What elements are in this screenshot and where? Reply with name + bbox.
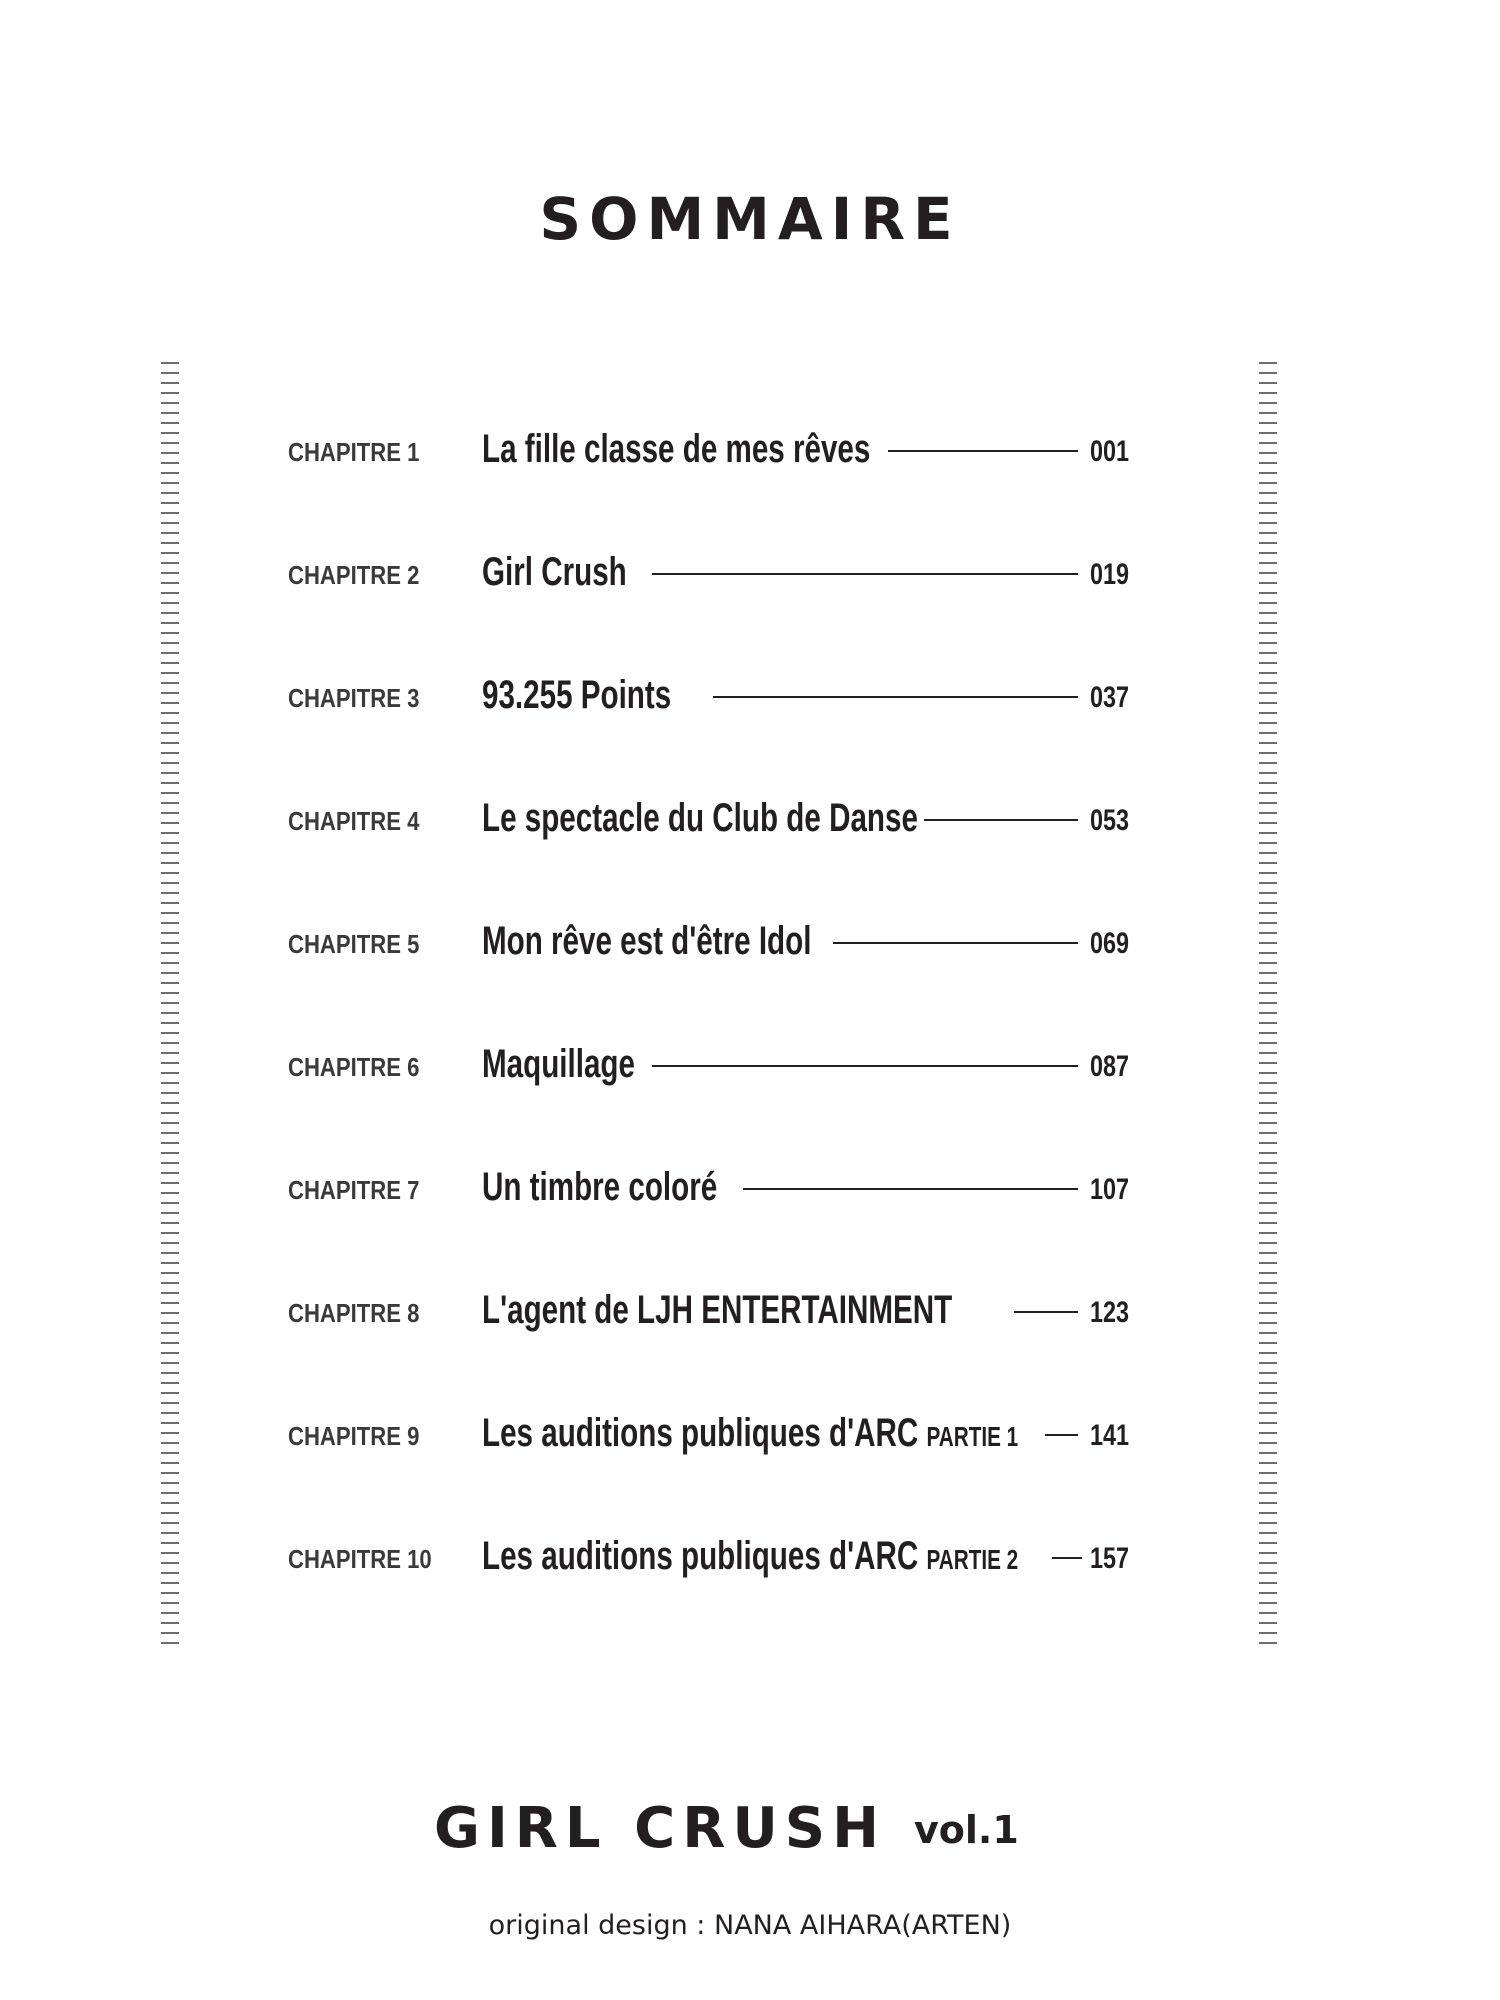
chapter-title: Mon rêve est d'être Idol xyxy=(482,919,812,963)
leader-line xyxy=(888,450,1078,452)
toc-row-chapter-3[interactable] xyxy=(0,661,1500,731)
book-volume: vol.1 xyxy=(914,1808,1019,1852)
design-credit: original design : NANA AIHARA(ARTEN) xyxy=(488,1910,1012,1941)
toc-row-chapter-1[interactable] xyxy=(0,415,1500,485)
chapter-label: CHAPITRE 9 xyxy=(288,1421,420,1451)
chapter-page: 001 xyxy=(1090,435,1130,468)
chapter-label: CHAPITRE 3 xyxy=(288,683,420,713)
chapter-label: CHAPITRE 2 xyxy=(288,560,420,590)
leader-line xyxy=(833,942,1078,944)
leader-line xyxy=(1014,1311,1078,1313)
leader-line xyxy=(1045,1434,1078,1436)
toc-row-chapter-10[interactable] xyxy=(0,1522,1500,1592)
page-title: SOMMAIRE xyxy=(539,185,961,253)
chapter-label: CHAPITRE 7 xyxy=(288,1175,420,1205)
chapter-title: La fille classe de mes rêves xyxy=(482,427,871,471)
chapter-label: CHAPITRE 4 xyxy=(288,806,420,836)
chapter-page: 141 xyxy=(1090,1419,1130,1452)
chapter-title: Les auditions publiques d'ARC PARTIE 1 xyxy=(482,1411,1019,1455)
chapter-page: 053 xyxy=(1090,804,1130,837)
chapter-title: 93.255 Points xyxy=(482,673,672,717)
chapter-label: CHAPITRE 1 xyxy=(288,437,420,467)
chapter-label: CHAPITRE 10 xyxy=(288,1544,432,1574)
chapter-label: CHAPITRE 5 xyxy=(288,929,420,959)
chapter-page: 157 xyxy=(1090,1542,1130,1575)
chapter-page: 123 xyxy=(1090,1296,1130,1329)
toc-row-chapter-6[interactable] xyxy=(0,1030,1500,1100)
leader-line xyxy=(652,1065,1078,1067)
chapter-page: 107 xyxy=(1090,1173,1130,1206)
leader-line xyxy=(924,819,1078,821)
toc-row-chapter-9[interactable] xyxy=(0,1399,1500,1469)
chapter-part: PARTIE 1 xyxy=(926,1421,1019,1452)
chapter-page: 087 xyxy=(1090,1050,1130,1083)
leader-line xyxy=(652,573,1078,575)
chapter-part: PARTIE 2 xyxy=(926,1544,1019,1575)
chapter-page: 069 xyxy=(1090,927,1130,960)
chapter-title: Un timbre coloré xyxy=(482,1165,718,1209)
chapter-title: Maquillage xyxy=(482,1042,635,1086)
book-title: GIRL CRUSH xyxy=(434,1796,886,1861)
toc-row-chapter-2[interactable] xyxy=(0,538,1500,608)
toc-row-chapter-8[interactable] xyxy=(0,1276,1500,1346)
toc-row-chapter-5[interactable] xyxy=(0,907,1500,977)
toc-row-chapter-7[interactable] xyxy=(0,1153,1500,1223)
leader-line xyxy=(713,696,1078,698)
chapter-title: Girl Crush xyxy=(482,550,627,594)
chapter-label: CHAPITRE 8 xyxy=(288,1298,420,1328)
chapter-page: 019 xyxy=(1090,558,1130,591)
leader-line xyxy=(743,1188,1078,1190)
leader-line xyxy=(1052,1557,1082,1559)
chapter-title: Les auditions publiques d'ARC PARTIE 2 xyxy=(482,1534,1019,1578)
chapter-page: 037 xyxy=(1090,681,1130,714)
chapter-title: Le spectacle du Club de Danse xyxy=(482,796,918,840)
toc-row-chapter-4[interactable] xyxy=(0,784,1500,854)
chapter-title: L'agent de LJH ENTERTAINMENT xyxy=(482,1288,953,1332)
chapter-label: CHAPITRE 6 xyxy=(288,1052,420,1082)
